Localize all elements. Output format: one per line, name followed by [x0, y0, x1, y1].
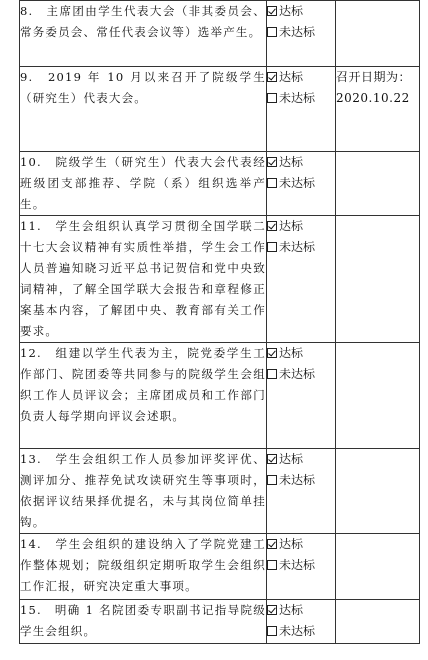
- option-pass[interactable]: [267, 534, 335, 555]
- option-label: 达标: [279, 155, 304, 169]
- option-fail[interactable]: [267, 88, 335, 109]
- option-label: 达标: [279, 346, 304, 360]
- status-options: [267, 152, 336, 216]
- status-options: [267, 216, 336, 343]
- empty-checkbox-icon[interactable]: [267, 626, 277, 636]
- option-label: 达标: [279, 452, 304, 466]
- checked-checkbox-icon[interactable]: [267, 72, 277, 82]
- remark-cell: [336, 449, 420, 534]
- empty-checkbox-icon[interactable]: [267, 369, 277, 379]
- checklist-row: [20, 216, 420, 343]
- option-label: 达标: [279, 603, 304, 617]
- checklist-row: [20, 67, 420, 152]
- option-pass[interactable]: [267, 600, 335, 621]
- option-label: 达标: [279, 219, 304, 233]
- checklist-table: [19, 0, 420, 644]
- option-pass[interactable]: [267, 67, 335, 88]
- option-label: 未达标: [279, 473, 316, 487]
- checked-checkbox-icon[interactable]: [267, 157, 277, 167]
- checklist-row: [20, 600, 420, 644]
- checklist-row: [20, 1, 420, 67]
- empty-checkbox-icon[interactable]: [267, 475, 277, 485]
- remark-cell: [336, 343, 420, 449]
- empty-checkbox-icon[interactable]: [267, 178, 277, 188]
- checklist-row: [20, 152, 420, 216]
- option-label: 未达标: [279, 176, 316, 190]
- checklist-body: [20, 1, 420, 644]
- checked-checkbox-icon[interactable]: [267, 605, 277, 615]
- status-options: [267, 1, 336, 67]
- option-label: 未达标: [279, 624, 316, 638]
- option-fail[interactable]: [267, 470, 335, 491]
- remark-cell: [336, 152, 420, 216]
- item-description: 14. 学生会组织的建设纳入了学院党建工作整体规划；院级组织定期听取学生会组织工作汇报，研究决定重大事项。: [20, 534, 267, 600]
- status-options: [267, 67, 336, 152]
- remark-cell: 召开日期为：2020.10.22: [336, 67, 420, 152]
- empty-checkbox-icon[interactable]: [267, 93, 277, 103]
- remark-cell: [336, 600, 420, 644]
- checked-checkbox-icon[interactable]: [267, 539, 277, 549]
- status-options: [267, 449, 336, 534]
- remark-cell: [336, 216, 420, 343]
- option-fail[interactable]: [267, 364, 335, 385]
- remark-cell: [336, 534, 420, 600]
- option-label: 未达标: [279, 367, 316, 381]
- checklist-row: [20, 343, 420, 449]
- option-pass[interactable]: [267, 152, 335, 173]
- option-label: 达标: [279, 70, 304, 84]
- option-fail[interactable]: [267, 555, 335, 576]
- item-description: 11. 学生会组织认真学习贯彻全国学联二十七大会议精神有实质性举措，学生会工作人员普遍知晓习近平总书记贺信和党中央致词精神，了解全国学联大会报告和章程修正案基本内容，了解团中央、教育部有关工作要求。: [20, 216, 267, 343]
- empty-checkbox-icon[interactable]: [267, 242, 277, 252]
- item-description: 13. 学生会组织工作人员参加评奖评优、测评加分、推荐免试攻读研究生等事项时，依据评议结果择优提名，未与其岗位简单挂钩。: [20, 449, 267, 534]
- status-options: [267, 534, 336, 600]
- checked-checkbox-icon[interactable]: [267, 221, 277, 231]
- checklist-row: [20, 449, 420, 534]
- option-pass[interactable]: [267, 216, 335, 237]
- option-fail[interactable]: [267, 237, 335, 258]
- item-description: 10. 院级学生（研究生）代表大会代表经班级团支部推荐、学院（系）组织选举产生。: [20, 152, 267, 216]
- item-description: 15. 明确 1 名院团委专职副书记指导院级学生会组织。: [20, 600, 267, 644]
- item-description: 8. 主席团由学生代表大会（非其委员会、常务委员会、常任代表会议等）选举产生。: [20, 1, 267, 67]
- empty-checkbox-icon[interactable]: [267, 560, 277, 570]
- status-options: [267, 343, 336, 449]
- remark-cell: [336, 1, 420, 67]
- option-label: 未达标: [279, 558, 316, 572]
- checklist-row: [20, 534, 420, 600]
- checked-checkbox-icon[interactable]: [267, 348, 277, 358]
- empty-checkbox-icon[interactable]: [267, 27, 277, 37]
- option-pass[interactable]: [267, 343, 335, 364]
- option-fail[interactable]: [267, 621, 335, 642]
- item-description: 12. 组建以学生代表为主，院党委学生工作部门、院团委等共同参与的院级学生会组织工作人员评议会；主席团成员和工作部门负责人每学期向评议会述职。: [20, 343, 267, 449]
- option-pass[interactable]: [267, 449, 335, 470]
- option-label: 达标: [279, 4, 304, 18]
- option-label: 未达标: [279, 240, 316, 254]
- checked-checkbox-icon[interactable]: [267, 454, 277, 464]
- option-label: 未达标: [279, 25, 316, 39]
- option-label: 达标: [279, 537, 304, 551]
- item-description: 9. 2019 年 10 月以来召开了院级学生（研究生）代表大会。: [20, 67, 267, 152]
- option-fail[interactable]: [267, 22, 335, 43]
- option-pass[interactable]: [267, 1, 335, 22]
- option-fail[interactable]: [267, 173, 335, 194]
- checked-checkbox-icon[interactable]: [267, 6, 277, 16]
- option-label: 未达标: [279, 91, 316, 105]
- status-options: [267, 600, 336, 644]
